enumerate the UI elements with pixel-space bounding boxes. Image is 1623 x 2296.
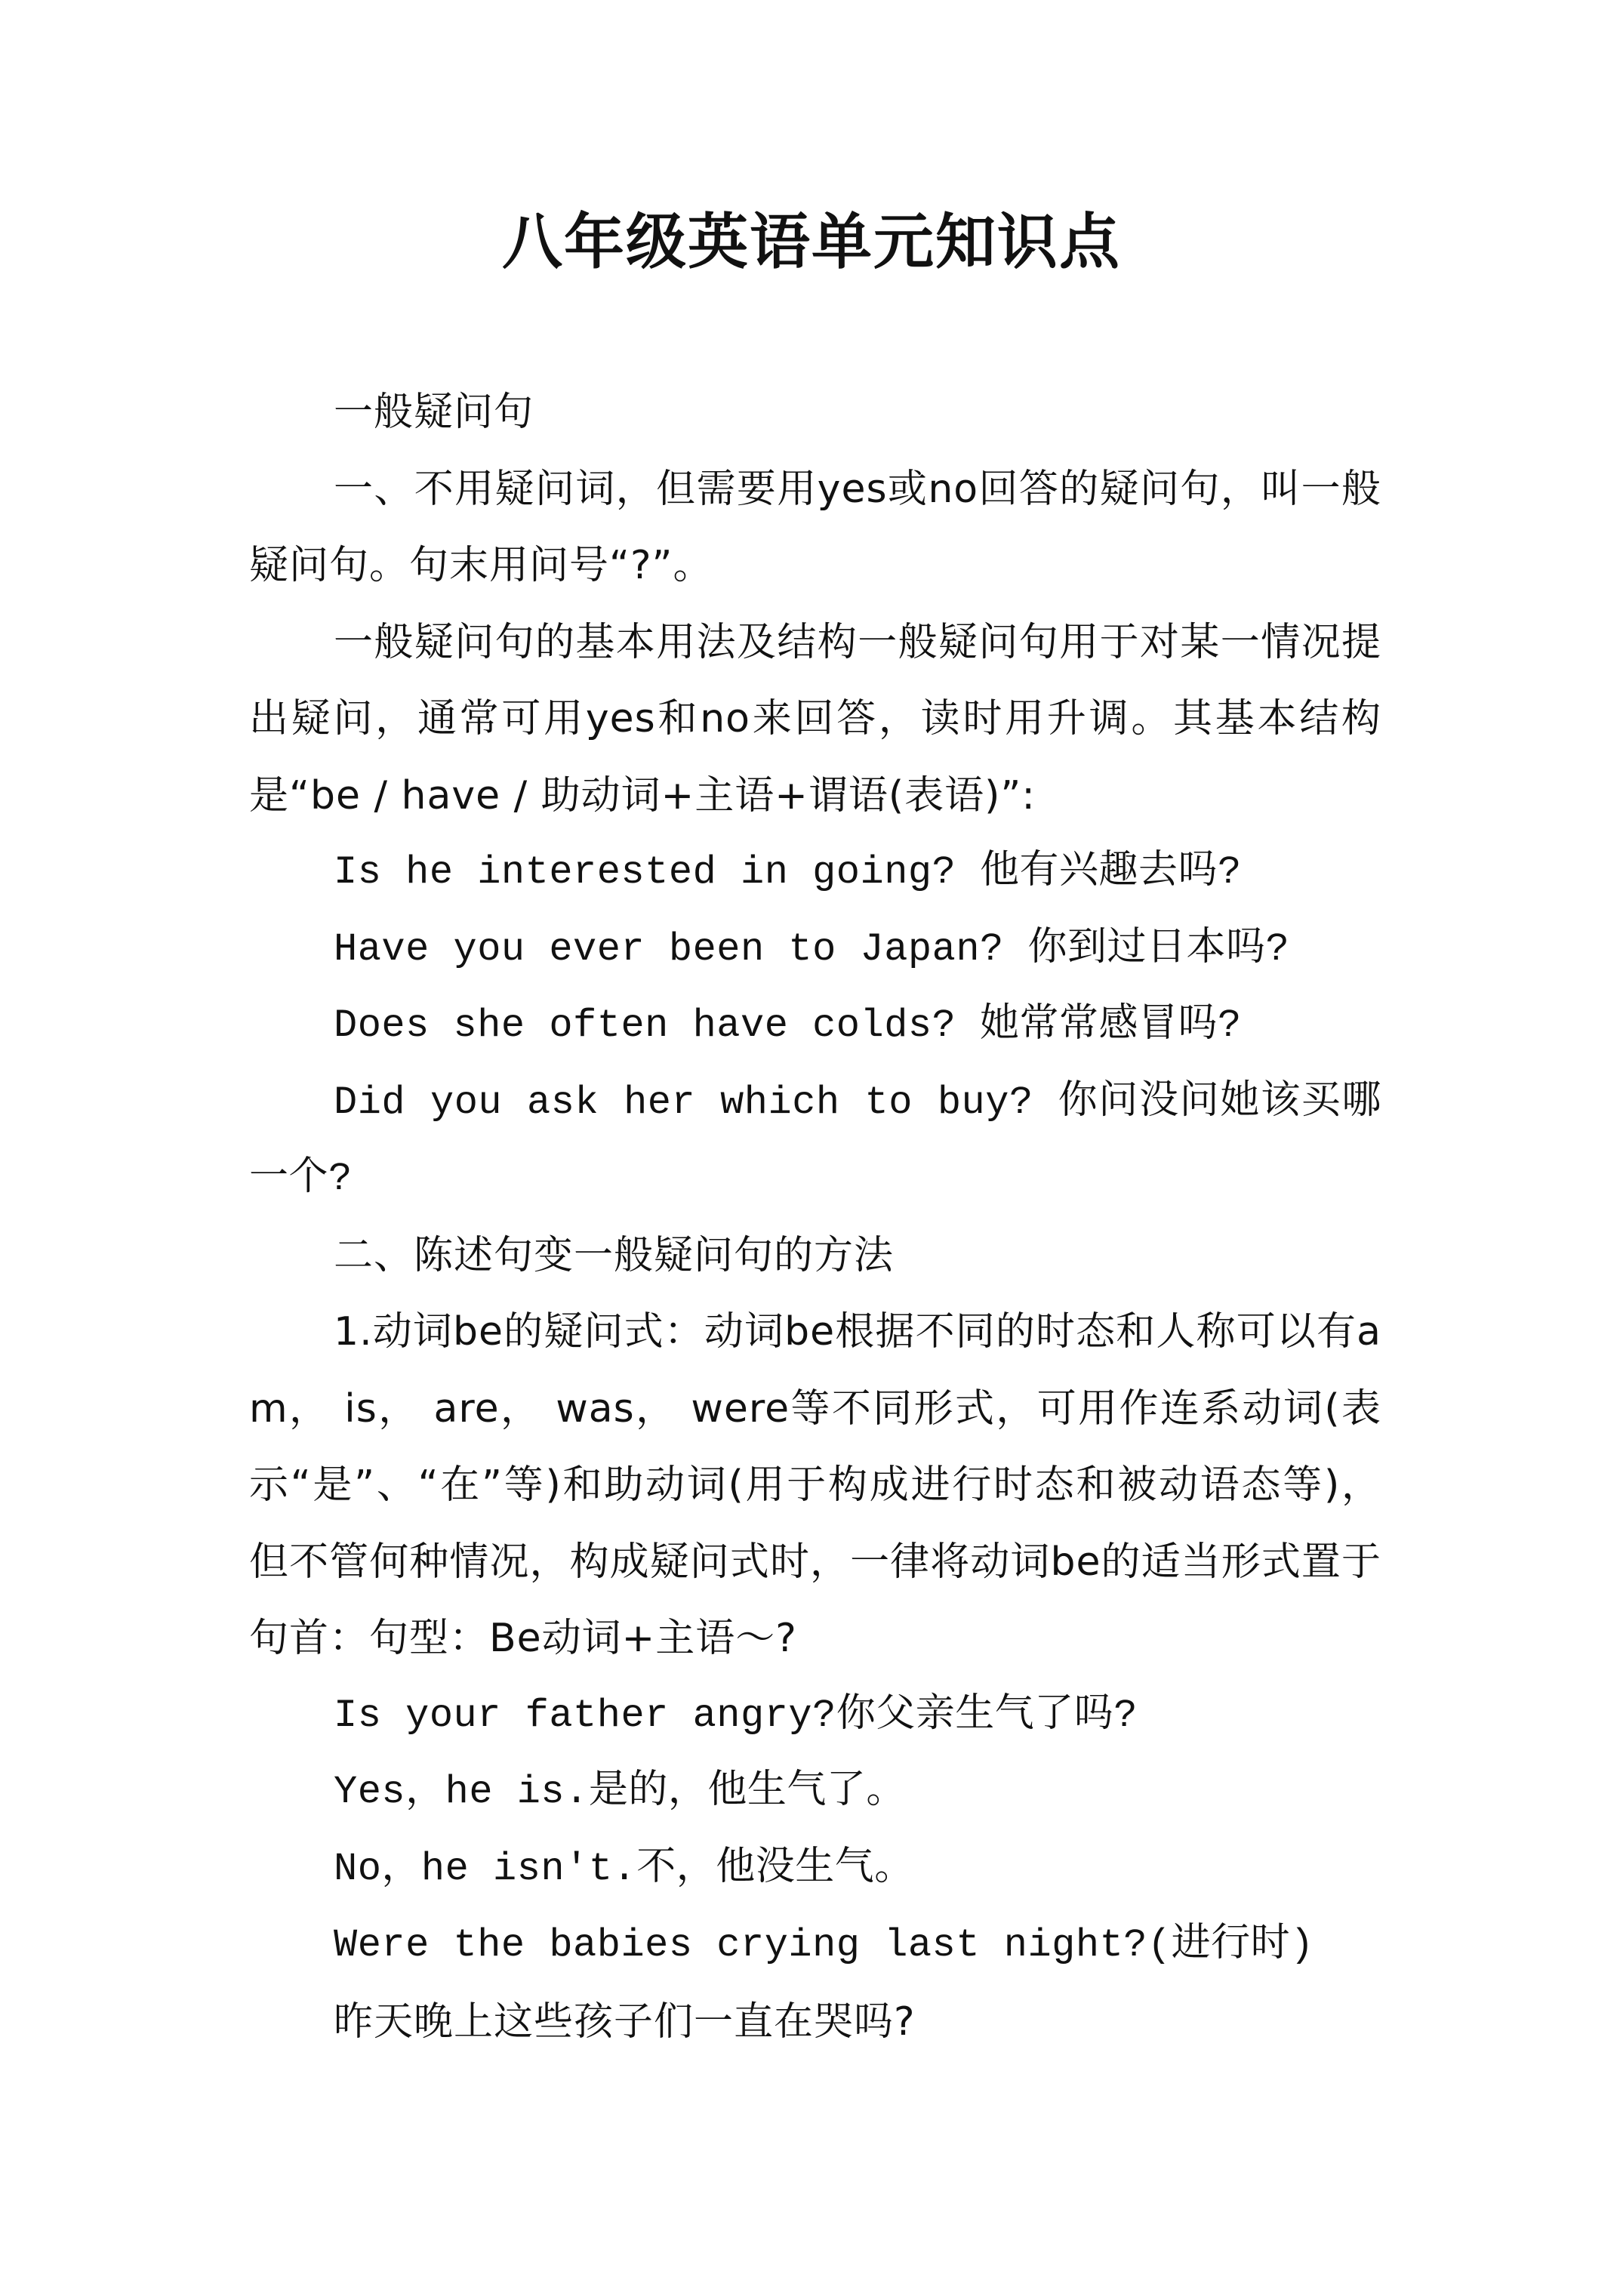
example-sentence: Did you ask her which to buy? 你问没问她该买哪一个? <box>249 1080 1381 1201</box>
document-title: 八年级英语单元知识点 <box>502 206 1121 277</box>
paragraph-usage: 一般疑问句的基本用法及结构一般疑问句用于对某一情况提出疑问，通常可用yes和no来回答，读时用升调。其基本结构是“be / have / 助动词+主语+谓语(表语)”: <box>249 619 1381 818</box>
example-sentence: No，he isn't.不，他没生气。 <box>334 1846 914 1891</box>
example-sentence: Yes，he is.是的，他生气了。 <box>334 1770 906 1814</box>
paragraph-be-question: 1.动词be的疑问式：动词be根据不同的时态和人称可以有am， is， are， was， were等不同形式，可用作连系动词(表示“是”、“在”等)和助动词(用于构成进行时态和被动语态等)，但不管何种情况，构成疑问式时，一律将动词be的适当形式置于句首：句型：Be动词+主语～? <box>249 1309 1381 1661</box>
example-sentence: Is he interested in going? 他有兴趣去吗? <box>334 850 1242 895</box>
example-sentence: Does she often have colds? 她常常感冒吗? <box>334 1003 1242 1048</box>
section-heading: 一般疑问句 <box>334 390 534 435</box>
section-heading: 二、陈述句变一般疑问句的方法 <box>334 1232 895 1278</box>
example-translation: 昨天晚上这些孩子们一直在哭吗? <box>334 1999 916 2045</box>
example-sentence: Were the babies crying last night?(进行时) <box>334 1923 1314 1968</box>
example-sentence: Is your father angry?你父亲生气了吗? <box>334 1693 1138 1738</box>
document-body <box>249 374 1381 2060</box>
paragraph-definition: 一、不用疑问词，但需要用yes或no回答的疑问句，叫一般疑问句。句末用问号“?”。 <box>249 466 1381 588</box>
example-sentence: Have you ever been to Japan? 你到过日本吗? <box>334 926 1290 972</box>
